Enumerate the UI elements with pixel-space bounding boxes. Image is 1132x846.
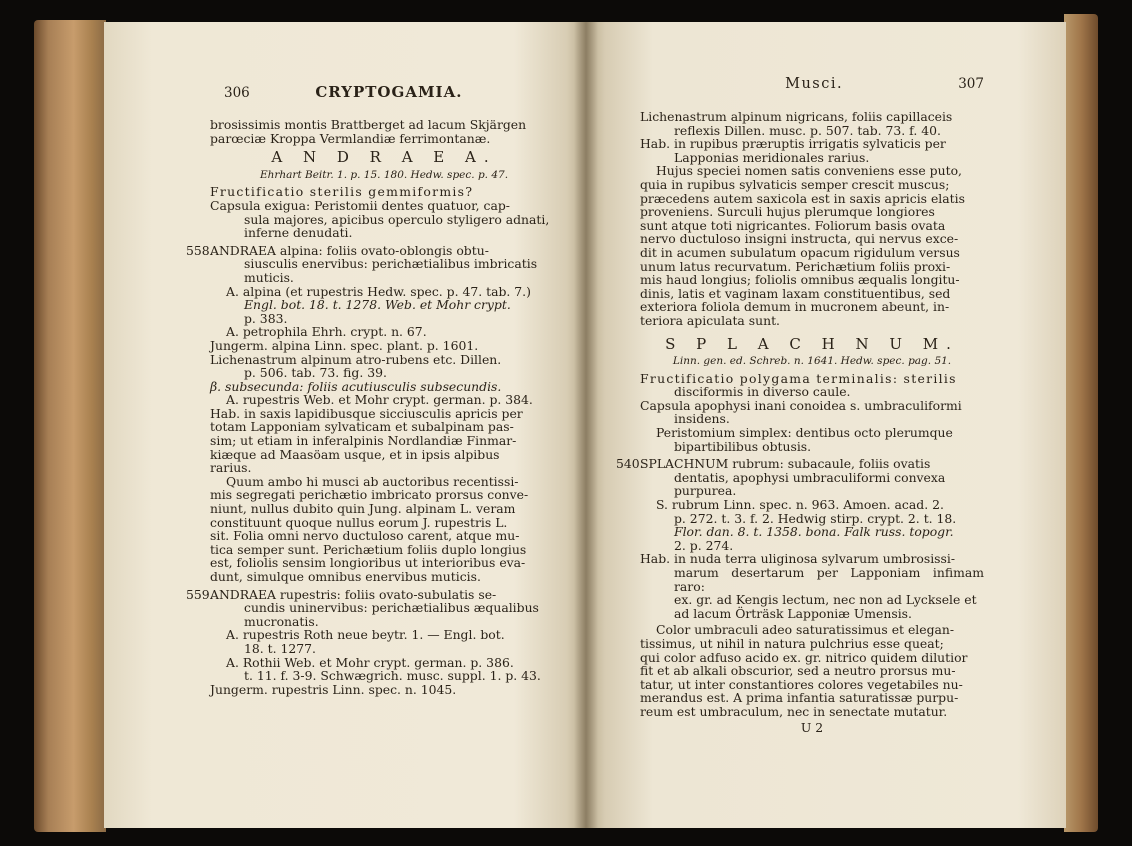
page-number-left: 306	[224, 85, 250, 101]
text-line: reum est umbraculum, nec in senectate mutatur.	[640, 703, 948, 719]
left-page-edges	[34, 20, 106, 832]
text-line: ANDRAEA rupestris: foliis ovato-subulatis se-	[210, 586, 497, 602]
text-line: Lapponias meridionales rarius.	[674, 149, 870, 165]
text-line: p. 272. t. 3. f. 2. Hedwig stirp. crypt. 2. t. 18.	[674, 510, 957, 526]
species-entry	[186, 242, 558, 258]
text-line: tatur, ut inter constantiores colores vegetabiles nu-	[640, 676, 963, 692]
right-running-header	[640, 78, 984, 110]
text-line: 18. t. 1277.	[244, 640, 316, 656]
text-line: Hab. in rupibus præruptis irrigatis sylvaticis per	[640, 136, 946, 152]
book-gutter	[574, 22, 598, 828]
left-page-text	[186, 83, 558, 697]
text-line: muticis.	[244, 269, 294, 285]
text-line: Jungerm. rupestris Linn. spec. n. 1045.	[210, 681, 457, 697]
right-page-edges	[1064, 14, 1098, 832]
text-line: niunt, nullus dubito quin Jung. alpinam L. veram	[210, 501, 516, 517]
text-line: cundis uninervibus: perichætialibus æqualibus	[244, 600, 539, 616]
text-line: nervo ductuloso insigni instructa, qui nervus exce-	[640, 231, 959, 247]
text-line: Engl. bot. 18. t. 1278. Web. et Mohr crypt.	[244, 297, 511, 313]
text-line: t. 11. f. 3-9. Schwægrich. musc. suppl. 1. p. 43.	[244, 668, 541, 684]
genus-source: Linn. gen. ed. Schreb. n. 1641. Hedw. spec. pag. 51.	[672, 355, 952, 368]
text-line: Capsula apophysi inani conoidea s. umbraculiformi	[640, 397, 962, 413]
text-line: quia in rupibus sylvaticis semper crescit muscus;	[640, 176, 950, 192]
text-line: β. subsecunda: foliis acutiusculis subsecundis.	[210, 378, 502, 394]
text-line: dinis, latis et vaginam laxam constituentibus, sed	[640, 285, 951, 301]
species-entry	[616, 456, 984, 472]
text-line: dentatis, apophysi umbraculiformi convexa	[674, 469, 946, 485]
text-line: qui color adfuso acido ex. gr. nitrico quidem dilutior	[640, 649, 968, 665]
page-number-right: 307	[958, 76, 984, 92]
text-line: exteriora foliola demum in mucronem abeunt, in-	[640, 299, 950, 315]
text-line: ad lacum Örträsk Lapponiæ Umensis.	[674, 605, 912, 621]
text-line: p. 506. tab. 73. fig. 39.	[244, 365, 387, 381]
text-line: A. petrophila Ehrh. crypt. n. 67.	[226, 324, 427, 340]
text-line: tissimus, ut nihil in natura pulchrius esse queat;	[640, 635, 944, 651]
text-line: præcedens autem saxicola est in saxis apricis elatis	[640, 190, 965, 206]
text-line: sunt atque toti nigricantes. Foliorum basis ovata	[640, 217, 946, 233]
text-line: kiæque ad Maasöam usque, et in ipsis alpibus	[210, 446, 500, 462]
species-number: 540.	[616, 456, 644, 472]
text-line: constituunt quoque nullus eorum J. rupestris L.	[210, 514, 508, 530]
text-line: fit et ab alkali obscurior, sed a neutro prorsus mu-	[640, 663, 956, 679]
genus-heading: A N D R A E A.	[271, 148, 497, 167]
text-line: Hab. in saxis lapidibusque sicciusculis apricis per	[210, 405, 523, 421]
text-line: S. rubrum Linn. spec. n. 963. Amoen. acad. 2.	[656, 497, 944, 513]
text-line: purpurea.	[674, 483, 737, 499]
text-line: marum desertarum per Lapponiam infimam raro:	[674, 565, 984, 594]
text-line: sit. Folia omni nervo ductuloso carent, atque mu-	[210, 528, 520, 544]
text-line: Flor. dan. 8. t. 1358. bona. Falk russ. topogr.	[674, 524, 954, 540]
text-line: A. Rothii Web. et Mohr crypt. german. p. 386.	[226, 654, 514, 670]
text-line: Lichenastrum alpinum atro-rubens etc. Dillen.	[210, 351, 502, 367]
text-line: merandus est. A prima infantia saturatissæ purpu-	[640, 690, 959, 706]
text-line: parœciæ Kroppa Vermlandiæ ferrimontanæ.	[210, 130, 491, 146]
text-line: rarius.	[210, 460, 252, 476]
species-number: 559.	[186, 586, 214, 602]
text-line: proveniens. Surculi hujus plerumque longiores	[640, 204, 935, 220]
text-line: 2. p. 274.	[674, 537, 734, 553]
text-line: Capsula exigua: Peristomii dentes quatuor, cap-	[210, 197, 510, 213]
text-line: brosissimis montis Brattberget ad lacum Skjärgen	[210, 117, 527, 132]
text-line: A. rupestris Roth neue beytr. 1. — Engl. bot.	[226, 627, 505, 643]
text-line: Jungerm. alpina Linn. spec. plant. p. 1601.	[210, 337, 479, 353]
text-line: Quum ambo hi musci ab auctoribus recentissi-	[226, 473, 519, 489]
running-title-left: CRYPTOGAMIA.	[315, 83, 463, 101]
text-line: A. alpina (et rupestris Hedw. spec. p. 47. tab. 7.)	[226, 283, 531, 299]
text-line: inferne denudati.	[244, 225, 353, 241]
text-line: siusculis enervibus: perichætialibus imbricatis	[244, 256, 538, 272]
text-line: A. rupestris Web. et Mohr crypt. german. p. 384.	[226, 392, 533, 408]
text-line: disciformis in diverso caule.	[674, 384, 851, 400]
text-line: est, foliolis sensim longioribus ut interioribus eva-	[210, 555, 526, 571]
right-page-text	[616, 76, 984, 735]
text-line: ex. gr. ad Kengis lectum, nec non ad Lycksele et	[674, 592, 977, 608]
genus-source: Ehrhart Beitr. 1. p. 15. 180. Hedw. spec. p. 47.	[259, 168, 509, 181]
text-line: dit in acumen subulatum opacum rigidulum versus	[640, 244, 960, 260]
running-title-right: Musci.	[785, 76, 844, 92]
text-line: Lichenastrum alpinum nigricans, foliis capillaceis	[640, 109, 953, 124]
species-entry	[186, 586, 558, 602]
text-line: tica semper sunt. Perichætium foliis duplo longius	[210, 541, 527, 557]
text-line: mis haud longius; foliolis omnibus æqualis longitu-	[640, 272, 960, 288]
text-line: dunt, simulque omnibus enervibus muticis.	[210, 569, 481, 584]
text-line: unum latus recurvatum. Perichætium foliis proxi-	[640, 258, 951, 274]
text-line: Peristomium simplex: dentibus octo plerumque	[656, 425, 953, 441]
text-line: bipartibilibus obtusis.	[674, 438, 812, 454]
text-line: Fructificatio sterilis gemmiformis?	[210, 184, 474, 200]
text-line: mucronatis.	[244, 613, 319, 629]
text-line: insidens.	[674, 411, 730, 427]
text-line: SPLACHNUM rubrum: subacaule, foliis ovatis	[640, 456, 931, 472]
text-line: Hujus speciei nomen satis conveniens esse puto,	[656, 163, 962, 179]
text-line: p. 383.	[244, 310, 288, 326]
signature-mark: U 2	[800, 719, 824, 735]
text-line: totam Lapponiam sylvaticam et subalpinam pas-	[210, 419, 514, 435]
text-line: sim; ut etiam in inferalpinis Nordlandiæ Finmar-	[210, 433, 517, 449]
left-running-header	[210, 83, 558, 118]
species-number: 558.	[186, 242, 214, 258]
text-line: Fructificatio polygama terminalis: sterilis	[640, 370, 957, 386]
text-line: sula majores, apicibus operculo styligero adnati,	[244, 211, 550, 227]
text-line: reflexis Dillen. musc. p. 507. tab. 73. f. 40.	[674, 122, 941, 138]
text-line: mis segregati perichætio imbricato prorsus conve-	[210, 487, 529, 503]
genus-heading: S P L A C H N U M.	[665, 334, 959, 353]
text-line: Color umbraculi adeo saturatissimus et elegan-	[656, 622, 955, 638]
text-line: teriora apiculata sunt.	[640, 312, 780, 328]
text-line: Hab. in nuda terra uliginosa sylvarum umbrosissi-	[640, 551, 956, 567]
text-line: ANDRAEA alpina: foliis ovato-oblongis obtu-	[210, 242, 489, 258]
